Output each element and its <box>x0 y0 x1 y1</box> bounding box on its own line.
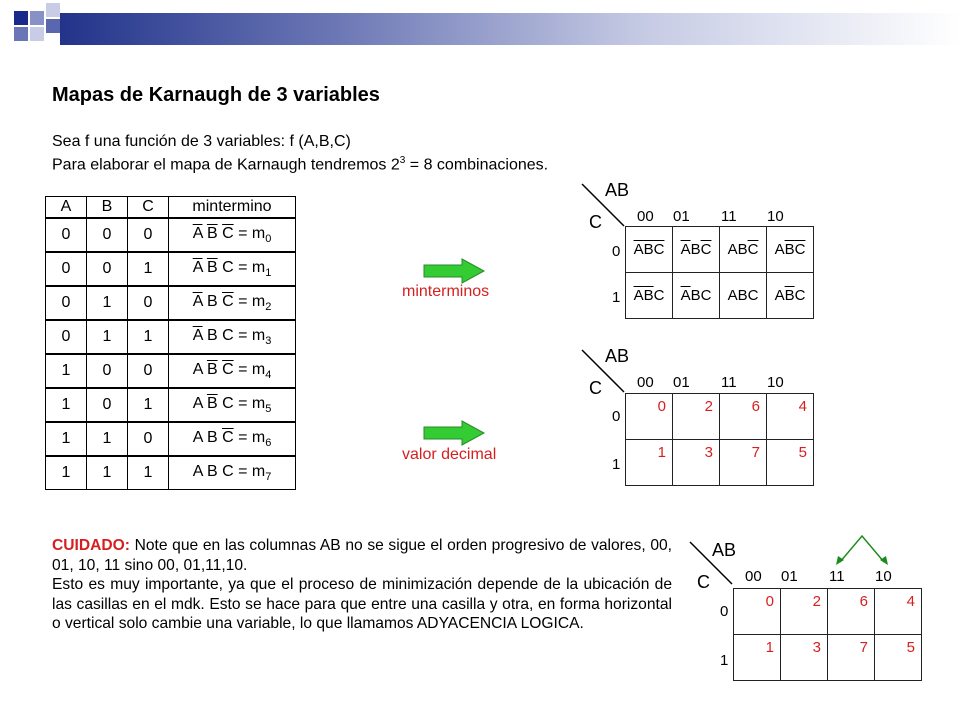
kmap1-cell: $A\overline{B}C$ <box>767 273 814 319</box>
truth-table-header <box>46 197 296 219</box>
kmap1-grid-row-0 <box>626 227 814 273</box>
truth-table-cell-c: 1 <box>128 456 169 490</box>
kmap2-row-0: 0 <box>612 408 621 425</box>
kmap1-c-label: C <box>589 212 602 232</box>
truth-table-cell-mintermino: A $\overline{B}$ $\overline{C} = m_4$ <box>169 354 296 388</box>
warning-label: CUIDADO: <box>52 537 130 554</box>
intro-line-1: Sea f una función de 3 variables: f (A,B,C) <box>52 133 351 150</box>
kmap3-row-1: 1 <box>720 652 729 669</box>
kmap2-cell <box>673 440 720 486</box>
kmap3-ab-label: AB <box>712 540 737 560</box>
truth-table-cell-mintermino: $\overline{A}$ B $C = m_3$ <box>169 320 296 354</box>
kmap2-cell-value: 7 <box>751 444 760 461</box>
truth-table-cell-a: 0 <box>46 218 87 252</box>
kmap1-cell: $\overline{A}\overline{B}C$ <box>626 273 673 319</box>
kmap3-cell-value: 2 <box>812 593 821 610</box>
header-square-3 <box>46 3 60 17</box>
warning-text-2: Esto es muy importante, ya que el proceso de minimización depende de la ubicación de las casillas en el mdk. Esto se hace para que entre una casilla y otra, en forma horizontal o vertical solo cambie una variable, lo que llamamos ADYACENCIA LOGICA. <box>52 576 672 633</box>
kmap1-cell: ABC <box>720 273 767 319</box>
kmap3-cell-value: 4 <box>906 593 915 610</box>
truth-table-cell-a: 0 <box>46 320 87 354</box>
kmap3-cell <box>734 635 781 681</box>
kmap2-c-label: C <box>589 378 602 398</box>
kmap2-cell-value: 3 <box>704 444 713 461</box>
kmap2-cell-value: 4 <box>798 398 807 415</box>
kmap1-col-11: 11 <box>721 208 737 225</box>
kmap2-cell <box>767 394 814 440</box>
kmap3-cell-value: 3 <box>812 639 821 656</box>
kmap3-col-01: 01 <box>781 568 798 585</box>
kmap-minterms <box>625 226 814 319</box>
kmap2-cell <box>720 440 767 486</box>
truth-table-cell-a: 1 <box>46 422 87 456</box>
intro-text <box>52 132 548 174</box>
kmap1-ab-label: AB <box>605 180 630 200</box>
kmap2-cell-value: 6 <box>751 398 760 415</box>
kmap2-col-10: 10 <box>767 374 784 391</box>
kmap3-col-00: 00 <box>745 568 762 585</box>
arrow-decimal-label: valor decimal <box>402 446 497 463</box>
kmap3-grid-row-0 <box>734 589 922 635</box>
kmap3-cell-value: 5 <box>906 639 915 656</box>
truth-table-row <box>46 320 296 354</box>
truth-table-row <box>46 388 296 422</box>
kmap2-cell-value: 5 <box>798 444 807 461</box>
header-b: B <box>87 197 128 219</box>
kmap1-cell: $A\overline{B}\overline{C}$ <box>767 227 814 273</box>
kmap2-cell <box>626 394 673 440</box>
truth-table-cell-mintermino: $\overline{A}$ B $\overline{C} = m_2$ <box>169 286 296 320</box>
arrow-minterminos-label: minterminos <box>402 283 490 300</box>
header-square-4 <box>30 27 44 41</box>
intro-line-2: Para elaborar el mapa de Karnaugh tendremos $2^3 = 8$ combinaciones. <box>52 155 549 174</box>
kmap2-cell-value: 1 <box>657 444 666 461</box>
header-square-1 <box>14 11 28 25</box>
kmap3-cell <box>781 589 828 635</box>
truth-table-cell-c: 0 <box>128 286 169 320</box>
kmap1-cell: $\overline{A}\overline{B}\overline{C}$ <box>626 227 673 273</box>
truth-table-cell-c: 1 <box>128 320 169 354</box>
truth-table-cell-a: 1 <box>46 354 87 388</box>
kmap2-cell <box>767 440 814 486</box>
kmap2-ab-label: AB <box>605 346 630 366</box>
kmap3-cell <box>875 589 922 635</box>
kmap2-cell <box>673 394 720 440</box>
kmap3-cell-value: 6 <box>859 593 868 610</box>
truth-table-cell-b: 1 <box>87 320 128 354</box>
truth-table-cell-c: 0 <box>128 354 169 388</box>
truth-table-cell-c: 1 <box>128 252 169 286</box>
kmap1-col-00: 00 <box>637 208 654 225</box>
kmap3-cell-value: 1 <box>765 639 774 656</box>
header-square-2 <box>30 11 44 25</box>
adjacency-arrows-icon <box>834 532 894 566</box>
kmap3-cell <box>875 635 922 681</box>
kmap-decimal <box>625 393 814 486</box>
kmap2-cell <box>626 440 673 486</box>
arrow-minterminos-icon <box>422 258 486 284</box>
kmap2-grid-row-0 <box>626 394 814 440</box>
kmap2-col-01: 01 <box>673 374 690 391</box>
header-gradient-bar <box>60 13 960 45</box>
truth-table-row <box>46 456 296 490</box>
truth-table-cell-a: 0 <box>46 252 87 286</box>
truth-table-cell-c: 0 <box>128 422 169 456</box>
header-mintermino: mintermino <box>169 197 296 219</box>
kmap1-col-01: 01 <box>673 208 690 225</box>
kmap2-cell <box>720 394 767 440</box>
header-square-6 <box>14 27 28 41</box>
truth-table-cell-b: 0 <box>87 218 128 252</box>
truth-table-cell-c: 1 <box>128 388 169 422</box>
kmap3-row-0: 0 <box>720 603 729 620</box>
truth-table-row <box>46 354 296 388</box>
truth-table <box>45 196 296 490</box>
truth-table-cell-b: 0 <box>87 354 128 388</box>
kmap2-cell-value: 0 <box>657 398 666 415</box>
kmap2-cell-value: 2 <box>704 398 713 415</box>
kmap3-grid-row-1 <box>734 635 922 681</box>
kmap2-row-1: 1 <box>612 456 621 473</box>
kmap3-cell <box>828 589 875 635</box>
kmap1-row-1: 1 <box>612 289 621 306</box>
kmap3-cell-value: 0 <box>765 593 774 610</box>
kmap-adjacency <box>733 588 922 681</box>
truth-table-cell-mintermino: A B $C = m_7$ <box>169 456 296 490</box>
truth-table-row <box>46 286 296 320</box>
truth-table-cell-a: 0 <box>46 286 87 320</box>
truth-table-row <box>46 252 296 286</box>
kmap1-col-10: 10 <box>767 208 784 225</box>
kmap3-cell <box>734 589 781 635</box>
header-square-5 <box>46 19 60 33</box>
kmap1-grid-row-1 <box>626 273 814 319</box>
kmap3-cell <box>828 635 875 681</box>
kmap3-col-10: 10 <box>875 568 892 585</box>
arrow-decimal-icon <box>422 420 486 446</box>
truth-table-cell-mintermino: $\overline{A}$ $\overline{B}$ $\overline{C} = m_0$ <box>169 218 296 252</box>
truth-table-row <box>46 218 296 252</box>
truth-table-row <box>46 422 296 456</box>
kmap3-col-11: 11 <box>829 568 845 585</box>
truth-table-cell-b: 0 <box>87 388 128 422</box>
header-a: A <box>46 197 87 219</box>
kmap3-cell-value: 7 <box>859 639 868 656</box>
truth-table-cell-mintermino: A B $\overline{C} = m_6$ <box>169 422 296 456</box>
kmap3-c-label: C <box>697 572 710 592</box>
page-title: Mapas de Karnaugh de 3 variables <box>52 84 380 106</box>
truth-table-cell-mintermino: $\overline{A}$ $\overline{B}$ $C = m_1$ <box>169 252 296 286</box>
header-c: C <box>128 197 169 219</box>
warning-text-1: Note que en las columnas AB no se sigue el orden progresivo de valores, 00, 01, 10, 11 sino 00, 01,11,10. <box>52 537 672 574</box>
truth-table-cell-c: 0 <box>128 218 169 252</box>
truth-table-cell-a: 1 <box>46 388 87 422</box>
kmap2-col-11: 11 <box>721 374 737 391</box>
kmap2-grid-row-1 <box>626 440 814 486</box>
kmap3-cell <box>781 635 828 681</box>
truth-table-cell-b: 1 <box>87 456 128 490</box>
kmap1-cell: $\overline{A}B\overline{C}$ <box>673 227 720 273</box>
kmap1-row-0: 0 <box>612 243 621 260</box>
warning-note <box>52 536 672 634</box>
truth-table-cell-b: 1 <box>87 422 128 456</box>
kmap1-cell: $AB\overline{C}$ <box>720 227 767 273</box>
kmap1-cell: $\overline{A}BC$ <box>673 273 720 319</box>
truth-table-cell-b: 1 <box>87 286 128 320</box>
truth-table-cell-mintermino: A $\overline{B}$ $C = m_5$ <box>169 388 296 422</box>
kmap2-col-00: 00 <box>637 374 654 391</box>
truth-table-cell-b: 0 <box>87 252 128 286</box>
truth-table-cell-a: 1 <box>46 456 87 490</box>
